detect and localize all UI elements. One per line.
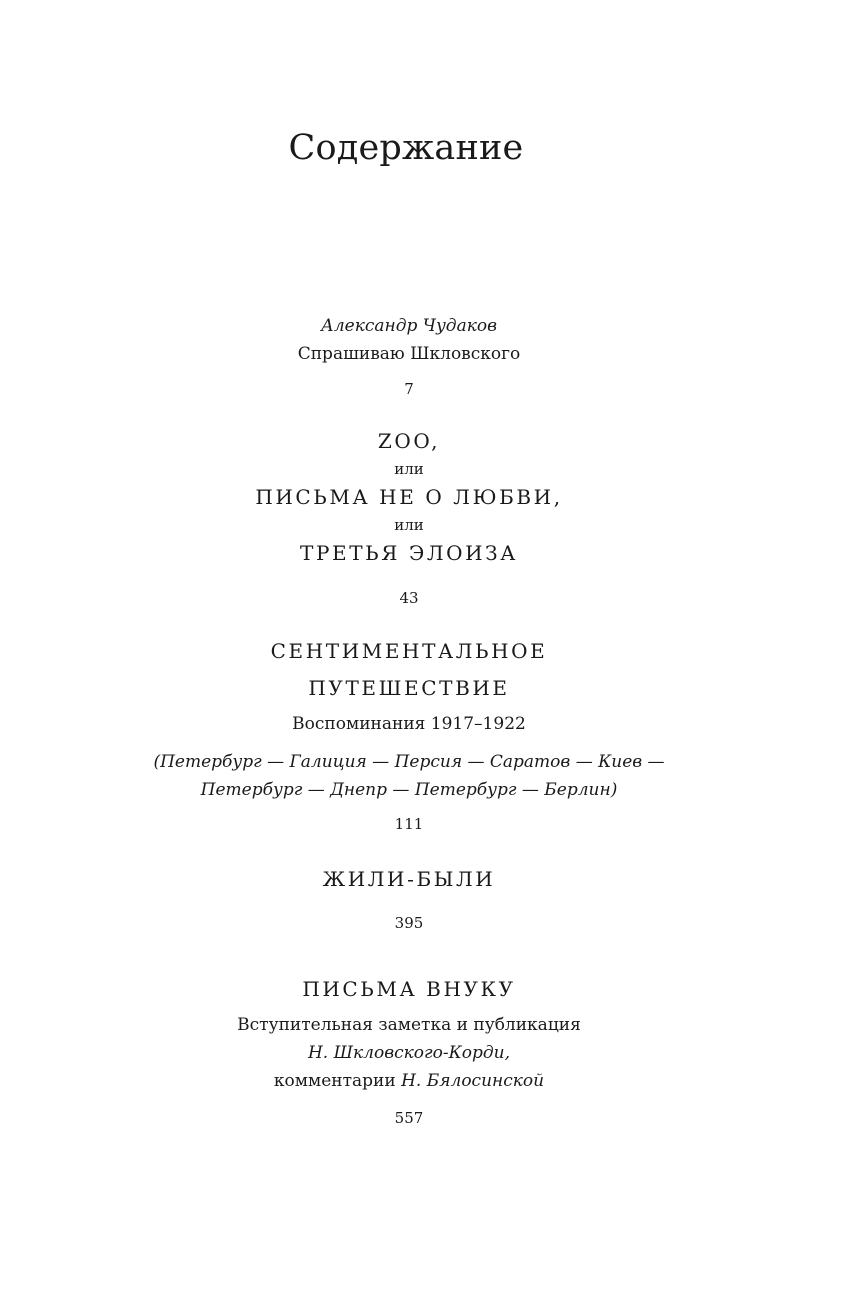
page-title: Содержание — [288, 128, 524, 168]
entry-title-line-2: ПУТЕШЕСТВИЕ — [308, 676, 510, 700]
entry-title-line-1: ZOO, — [377, 429, 441, 453]
entry-note-italic: Н. Бялосинской — [401, 1071, 545, 1091]
entry-route-line-2: Петербург — Днепр — Петербург — Берлин) — [200, 780, 618, 800]
entry-title: ПИСЬМА ВНУКУ — [302, 977, 516, 1001]
entry-note-line-2: Н. Шкловского-Корди, — [307, 1043, 511, 1063]
entry-or-2: или — [394, 516, 424, 534]
entry-note-line-1: Вступительная заметка и публикация — [237, 1015, 581, 1035]
entry-route-line-1: (Петербург — Галиция — Персия — Саратов — Киев — — [153, 752, 665, 772]
entry-note-line-3 — [0, 1071, 818, 1091]
entry-author: Александр Чудаков — [320, 316, 498, 336]
entry-page-number: 557 — [394, 1109, 424, 1127]
entry-page-number: 43 — [399, 589, 419, 607]
entry-page-number: 395 — [394, 914, 424, 932]
entry-title: Спрашиваю Шкловского — [297, 344, 521, 364]
entry-page-number: 7 — [404, 380, 414, 398]
entry-title-line-1: СЕНТИМЕНТАЛЬНОЕ — [270, 639, 548, 663]
entry-or-1: или — [394, 460, 424, 478]
entry-title: ЖИЛИ-БЫЛИ — [322, 867, 496, 891]
entry-title-line-3: ТРЕТЬЯ ЭЛОИЗА — [300, 541, 518, 565]
entry-page-number: 111 — [394, 815, 424, 833]
entry-subtitle: Воспоминания 1917–1922 — [292, 714, 526, 734]
entry-note-plain: комментарии — [273, 1071, 402, 1091]
entry-title-line-2: ПИСЬМА НЕ О ЛЮБВИ, — [255, 485, 563, 509]
